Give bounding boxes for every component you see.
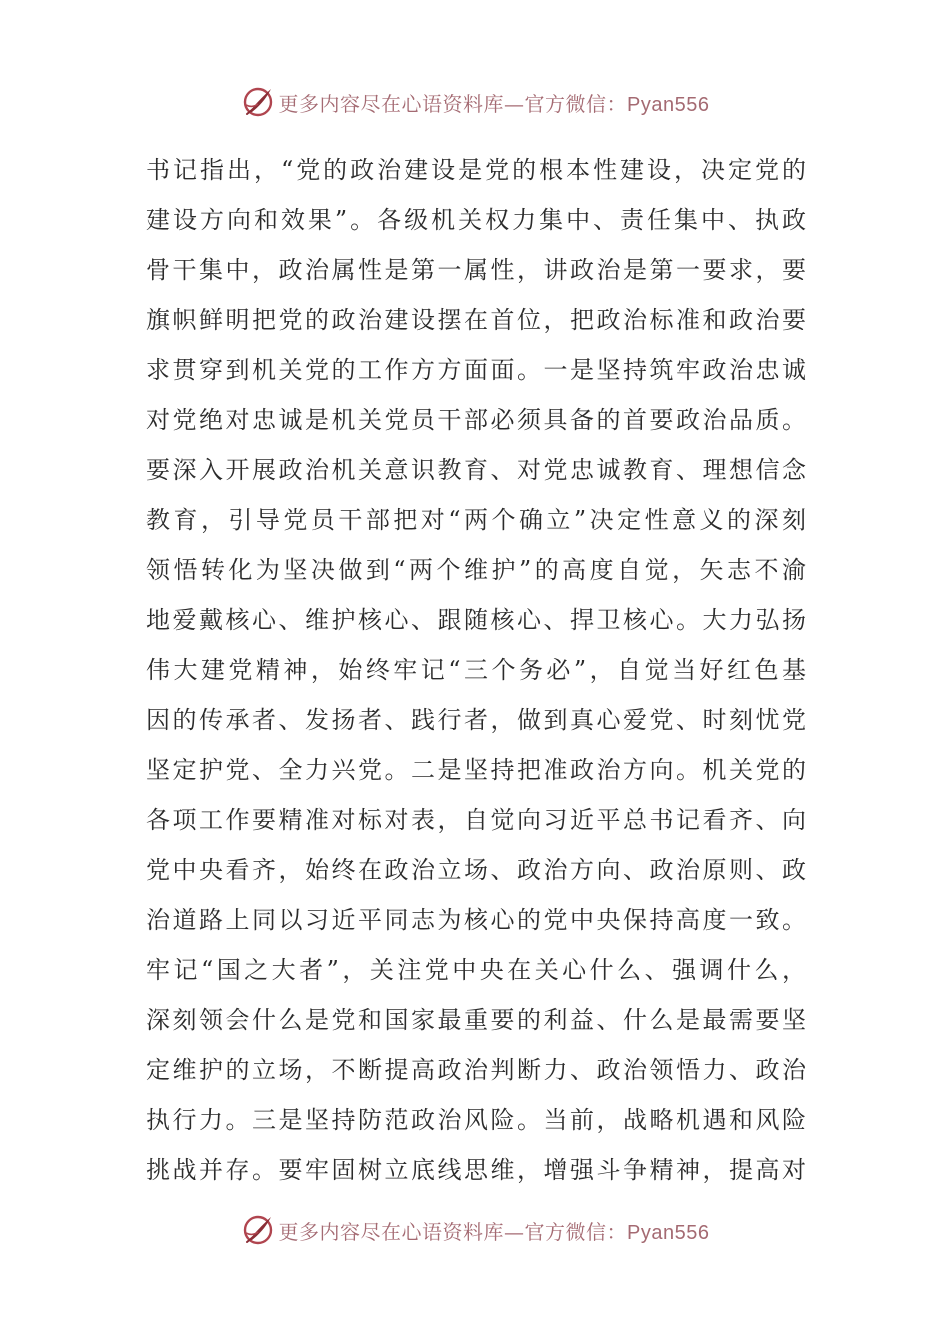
body-line: 书记指出，“党的政治建设是党的根本性建设，决定党的 — [146, 156, 806, 184]
footer-watermark-text — [279, 1216, 710, 1245]
body-line: 伟大建党精神，始终牢记“三个务必”，自觉当好红色基 — [146, 656, 806, 684]
pen-quill-logo-icon — [241, 85, 275, 119]
body-line: 求贯穿到机关党的工作方方面面。一是坚持筑牢政治忠诚 — [146, 356, 806, 384]
body-line: 挑战并存。要牢固树立底线思维，增强斗争精神，提高对 — [146, 1156, 806, 1184]
body-line: 各项工作要精准对标对表，自觉向习近平总书记看齐、向 — [146, 806, 806, 834]
body-line: 因的传承者、发扬者、践行者，做到真心爱党、时刻忧党 — [146, 706, 806, 734]
header-watermark-banner — [0, 80, 950, 124]
body-line: 教育，引导党员干部把对“两个确立”决定性意义的深刻 — [146, 506, 806, 534]
header-wechat-id: Pyan556 — [627, 93, 710, 116]
footer-watermark-label: 更多内容尽在心语资料库—官方微信： — [278, 1219, 628, 1244]
body-line: 领悟转化为坚决做到“两个维护”的高度自觉，矢志不渝 — [146, 556, 806, 584]
header-watermark-label: 更多内容尽在心语资料库—官方微信： — [278, 91, 628, 116]
body-line: 治道路上同以习近平同志为核心的党中央保持高度一致。 — [146, 906, 806, 934]
body-line: 坚定护党、全力兴党。二是坚持把准政治方向。机关党的 — [146, 756, 806, 784]
pen-quill-logo-icon — [241, 1213, 275, 1247]
body-line: 执行力。三是坚持防范政治风险。当前，战略机遇和风险 — [146, 1106, 806, 1134]
body-line: 定维护的立场，不断提高政治判断力、政治领悟力、政治 — [146, 1056, 806, 1084]
body-line: 骨干集中，政治属性是第一属性，讲政治是第一要求，要 — [146, 256, 806, 284]
body-line: 要深入开展政治机关意识教育、对党忠诚教育、理想信念 — [146, 456, 806, 484]
body-line: 牢记“国之大者”，关注党中央在关心什么、强调什么， — [146, 956, 806, 984]
body-line: 对党绝对忠诚是机关党员干部必须具备的首要政治品质。 — [146, 406, 806, 434]
body-line: 党中央看齐，始终在政治立场、政治方向、政治原则、政 — [146, 856, 806, 884]
header-watermark-text — [279, 88, 710, 117]
footer-watermark-banner — [0, 1208, 950, 1252]
body-line: 深刻领会什么是党和国家最重要的利益、什么是最需要坚 — [146, 1006, 806, 1034]
body-line: 旗帜鲜明把党的政治建设摆在首位，把政治标准和政治要 — [146, 306, 806, 334]
document-body — [146, 145, 806, 1195]
footer-wechat-id: Pyan556 — [627, 1221, 710, 1244]
body-line: 建设方向和效果”。各级机关权力集中、责任集中、执政 — [146, 206, 806, 234]
body-line: 地爱戴核心、维护核心、跟随核心、捍卫核心。大力弘扬 — [146, 606, 806, 634]
